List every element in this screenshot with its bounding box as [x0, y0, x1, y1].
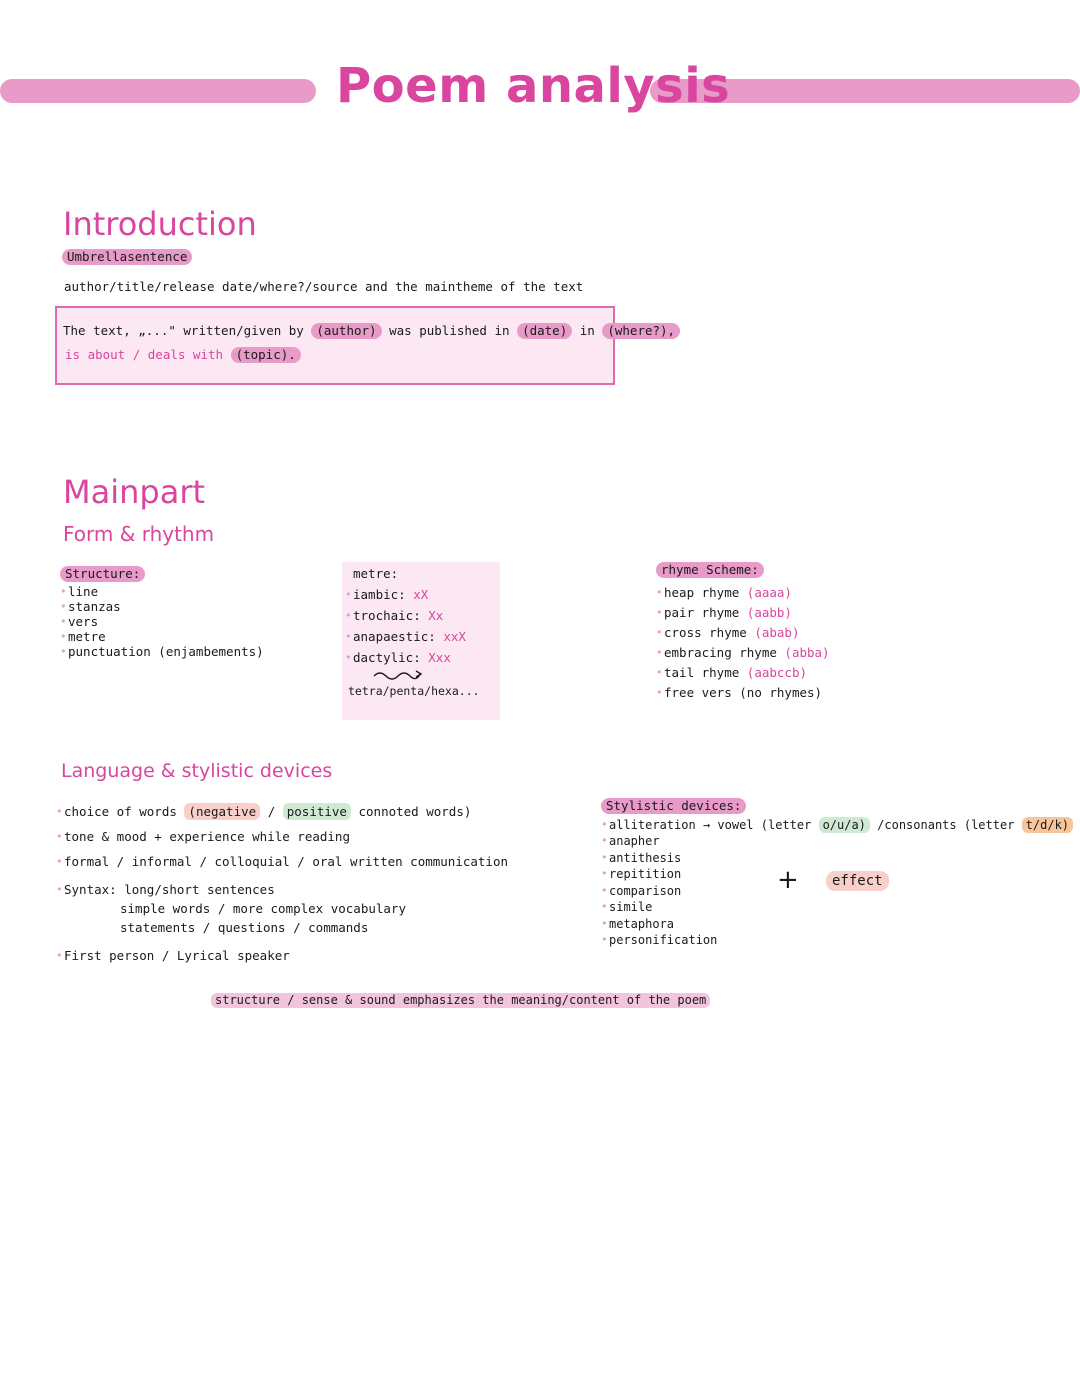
list-item: • repitition [601, 866, 1071, 883]
author-pill: (author) [311, 323, 381, 339]
structure-label: Structure: [60, 566, 145, 582]
list-item: • punctuation (enjambements) [60, 644, 320, 659]
list-item: • metre [60, 629, 320, 644]
list-item: • vers [60, 614, 320, 629]
umbrella-pill: Umbrellasentence [62, 249, 192, 265]
list-item: • simile [601, 899, 1071, 916]
wavy-arrow-icon [372, 668, 424, 680]
rhyme-name: heap rhyme [664, 585, 740, 600]
list-item [656, 603, 916, 623]
list-item: • line [60, 584, 320, 599]
metre-pattern: xxX [443, 629, 466, 644]
effect-pill: effect [826, 871, 889, 891]
intro-description: author/title/release date/where?/source and the maintheme of the text [64, 279, 584, 294]
arrow-icon: → [702, 818, 711, 832]
umbrella-label [62, 249, 192, 265]
template-line-1 [63, 323, 680, 339]
metre-pattern: xX [413, 587, 429, 602]
list-item: • stanzas [60, 599, 320, 614]
list-item [601, 817, 1071, 833]
rhyme-name: cross rhyme [664, 625, 747, 640]
template-text-2: was published in [389, 323, 510, 338]
metre-name: iambic: [353, 587, 406, 602]
rhyme-scheme: (abab) [754, 625, 800, 640]
intro-template-box [55, 306, 676, 385]
list-item [345, 584, 466, 605]
list-item [656, 683, 916, 703]
connoted-text: connoted words) [358, 804, 472, 819]
alliteration-text: alliteration [609, 818, 696, 832]
list-item [345, 626, 466, 647]
list-item: • formal / informal / colloquial / oral written communication [56, 853, 556, 870]
metre-pattern: Xxx [428, 650, 451, 665]
language-heading: Language & stylistic devices [61, 760, 333, 782]
rhyme-label: rhyme Scheme: [656, 562, 764, 578]
stylistic-label: Stylistic devices: [601, 798, 746, 814]
structure-block [60, 566, 320, 659]
rhyme-name: free vers [664, 685, 732, 700]
list-item [345, 605, 466, 626]
metre-name: trochaic: [353, 608, 421, 623]
rhyme-scheme: (aabb) [746, 605, 792, 620]
negative-pill: (negative [184, 803, 260, 820]
rhyme-scheme: (no rhymes) [739, 685, 823, 700]
choice-text: choice of words [64, 804, 177, 819]
rhyme-list [656, 583, 916, 703]
title-bar-left [0, 79, 316, 103]
template-text-3: is about / deals with [65, 347, 224, 362]
metre-list [345, 584, 466, 668]
list-item [56, 880, 556, 937]
metre-box [342, 562, 500, 720]
form-rhythm-heading: Form & rhythm [63, 522, 215, 546]
list-item [656, 663, 916, 683]
page-title: Poem analysis [336, 58, 731, 114]
mainpart-heading: Mainpart [63, 473, 206, 511]
list-item: • antithesis [601, 850, 1071, 867]
summary-pill: structure / sense & sound emphasizes the meaning/content of the poem [211, 993, 710, 1008]
rhyme-name: pair rhyme [664, 605, 740, 620]
consonants-text: /consonants (letter [877, 818, 1015, 832]
summary-block [211, 992, 710, 1008]
list-item [345, 647, 466, 668]
list-item [656, 583, 916, 603]
consonant-letters: t/d/k) [1022, 817, 1073, 833]
date-pill: (date) [517, 323, 572, 339]
list-item: • First person / Lyrical speaker [56, 947, 556, 964]
topic-pill: (topic). [231, 347, 301, 363]
plus-icon: + [777, 865, 799, 895]
metre-footer: tetra/penta/hexa... [348, 684, 480, 698]
list-item: • personification [601, 932, 1071, 949]
effect-block [826, 871, 889, 891]
template-line-2 [65, 347, 301, 363]
metre-name: dactylic: [353, 650, 421, 665]
rhyme-block [656, 562, 916, 703]
list-item: • tone & mood + experience while reading [56, 828, 556, 845]
syntax-line: simple words / more complex vocabulary [120, 901, 406, 916]
template-text-1: The text, „..." written/given by [63, 323, 304, 338]
list-item: • metaphora [601, 916, 1071, 933]
list-item: • comparison [601, 883, 1071, 900]
intro-heading: Introduction [63, 205, 257, 243]
syntax-line: statements / questions / commands [120, 920, 369, 935]
rhyme-scheme: (aabccb) [746, 665, 808, 680]
vowel-letters: o/u/a) [819, 817, 870, 833]
positive-pill: positive [283, 803, 351, 820]
rhyme-scheme: (aaaa) [746, 585, 792, 600]
syntax-label: Syntax: [64, 882, 117, 897]
list-item: • anapher [601, 833, 1071, 850]
rhyme-scheme: (abba) [784, 645, 830, 660]
metre-name: anapaestic: [353, 629, 436, 644]
metre-pattern: Xx [428, 608, 444, 623]
rhyme-name: embracing rhyme [664, 645, 777, 660]
list-item [56, 803, 556, 820]
list-item [656, 623, 916, 643]
metre-label: metre: [353, 566, 399, 581]
language-list [56, 803, 556, 964]
list-item [656, 643, 916, 663]
language-block [56, 803, 556, 964]
template-text-in: in [579, 323, 595, 338]
slash-text: / [267, 804, 276, 819]
syntax-line: long/short sentences [124, 882, 275, 897]
structure-list [60, 584, 320, 659]
vowel-text: vowel (letter [717, 818, 812, 832]
rhyme-name: tail rhyme [664, 665, 740, 680]
where-pill: (where?), [602, 323, 680, 339]
